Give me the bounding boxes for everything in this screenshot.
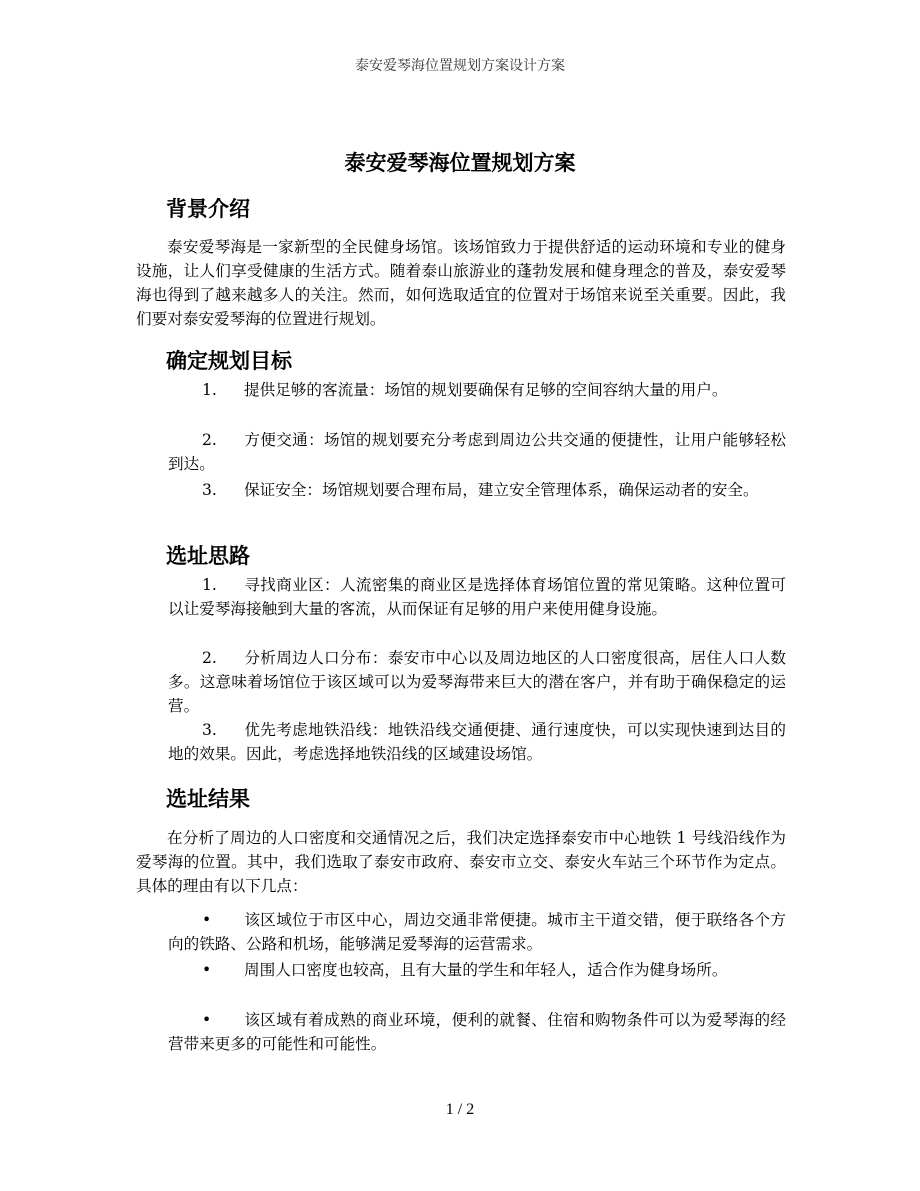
- background-paragraph: 泰安爱琴海是一家新型的全民健身场馆。该场馆致力于提供舒适的运动环境和专业的健身设施，让人们享受健康的生活方式。随着泰山旅游业的蓬勃发展和健身理念的普及，泰安爱琴海也得到了越来越多人的关注。然而，如何选取适宜的位置对于场馆来说至关重要。因此，我们要对泰安爱琴海的位置进行规划。: [136, 238, 786, 328]
- list-item: [168, 573, 786, 621]
- list-item-text: 该区域有着成熟的商业环境，便利的就餐、住宿和购物条件可以为爱琴海的经营带来更多的可能性和可能性。: [168, 1011, 786, 1053]
- list-number: 3.: [202, 721, 217, 739]
- list-item-text: 保证安全：场馆规划要合理布局，建立安全管理体系，确保运动者的安全。: [244, 481, 759, 499]
- list-number: 3.: [202, 481, 217, 499]
- bullet-mark: •: [202, 1011, 212, 1029]
- list-item-text: 方便交通：场馆的规划要充分考虑到周边公共交通的便捷性，让用户能够轻松到达。: [168, 431, 786, 473]
- section-heading-goals: 确定规划目标: [166, 349, 292, 373]
- list-item: [168, 1008, 786, 1056]
- list-item-text: 周围人口密度也较高，且有大量的学生和年轻人，适合作为健身场所。: [244, 961, 728, 979]
- list-number: 2.: [202, 649, 217, 667]
- page-number: 1 / 2: [445, 1101, 475, 1118]
- section-heading-result: 选址结果: [166, 787, 250, 811]
- list-item-text: 该区域位于市区中心，周边交通非常便捷。城市主干道交错，便于联络各个方向的铁路、公路和机场，能够满足爱琴海的运营需求。: [168, 911, 786, 953]
- list-number: 1.: [202, 381, 217, 399]
- list-number: 2.: [202, 431, 217, 449]
- list-item: [168, 646, 786, 718]
- bullet-mark: •: [202, 911, 212, 929]
- result-paragraph: 在分析了周边的人口密度和交通情况之后，我们决定选择泰安市中心地铁 1 号线沿线作为爱琴海的位置。其中，我们选取了泰安市政府、泰安市立交、泰安火车站三个环节作为定点。具体的理由有以下几点：: [136, 829, 786, 895]
- list-item-text: 提供足够的客流量：场馆的规划要确保有足够的空间容纳大量的用户。: [244, 381, 728, 399]
- list-item: [168, 958, 786, 982]
- list-item-text: 优先考虑地铁沿线：地铁沿线交通便捷、通行速度快，可以实现快速到达目的地的效果。因此，考虑选择地铁沿线的区域建设场馆。: [168, 721, 786, 763]
- bullet-mark: •: [202, 961, 212, 979]
- list-item: [168, 908, 786, 956]
- list-item: [168, 428, 786, 476]
- list-item-text: 分析周边人口分布：泰安市中心以及周边地区的人口密度很高，居住人口人数多。这意味着场馆位于该区域可以为爱琴海带来巨大的潜在客户，并有助于确保稳定的运营。: [168, 649, 786, 715]
- list-number: 1.: [202, 576, 217, 594]
- list-item-text: 寻找商业区：人流密集的商业区是选择体育场馆位置的常见策略。这种位置可以让爱琴海接触到大量的客流，从而保证有足够的用户来使用健身设施。: [168, 576, 786, 618]
- list-item: [168, 478, 786, 502]
- running-header: 泰安爱琴海位置规划方案设计方案: [355, 58, 565, 74]
- document-title: 泰安爱琴海位置规划方案: [344, 151, 576, 175]
- list-item: [168, 378, 786, 402]
- list-item: [168, 718, 786, 766]
- section-heading-background: 背景介绍: [166, 197, 250, 221]
- section-heading-approach: 选址思路: [166, 544, 250, 568]
